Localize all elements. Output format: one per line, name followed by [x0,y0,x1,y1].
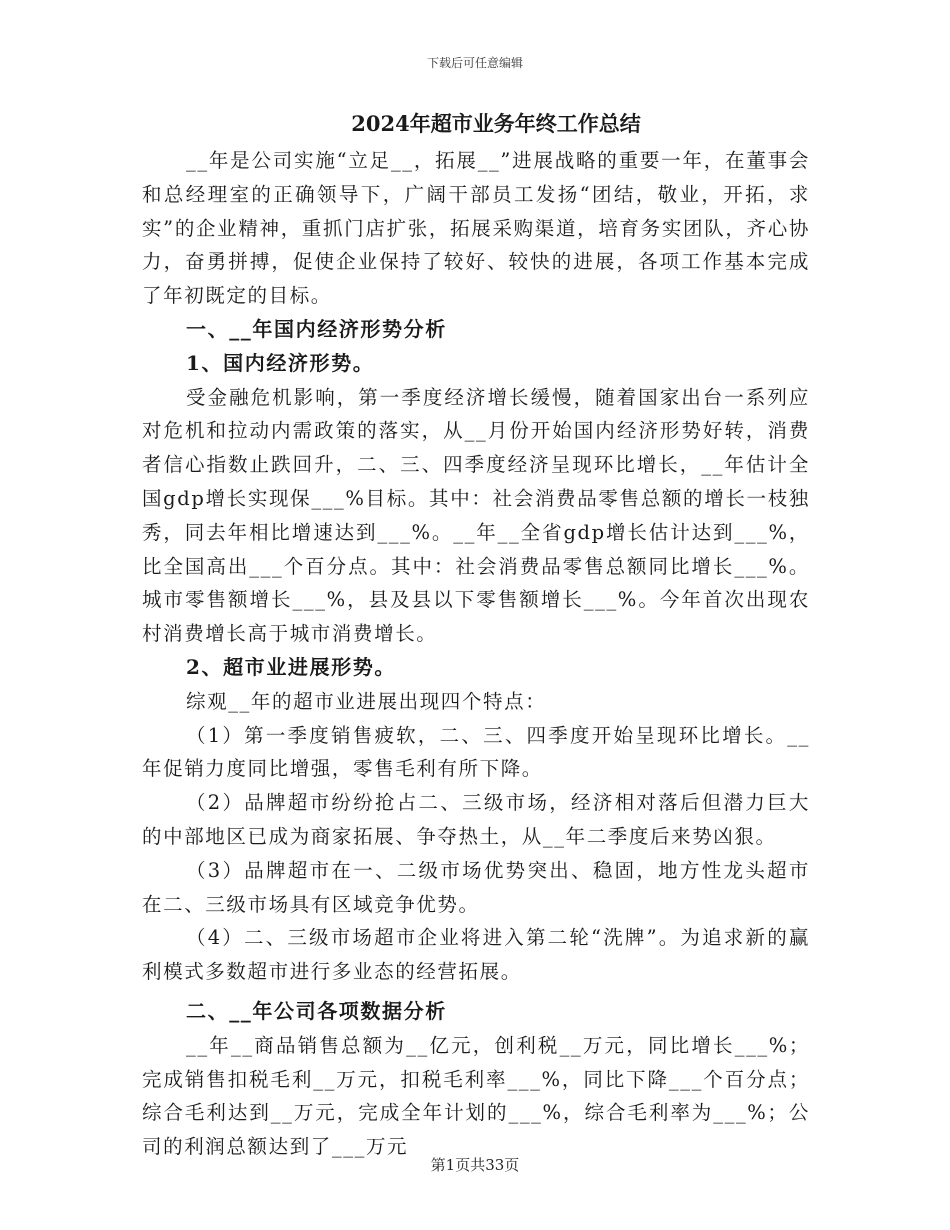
subsection-2-intro: 综观__年的超市业进展出现四个特点： [186,689,547,713]
section-1-heading: 一、__年国内经济形势分析 [186,316,447,341]
feature-point-1: （1）第一季度销售疲软，二、三、四季度开始呈现环比增长。__年促销力度同比增强，零售毛利有所下降。 [142,723,810,781]
subsection-1-heading: 1、国内经济形势。 [186,350,375,375]
feature-point-2: （2）品牌超市纷纷抢占二、三级市场，经济相对落后但潜力巨大的中部地区已成为商家拓展、争夺热土，从__年二季度后来势凶狠。 [142,791,810,848]
intro-paragraph: __年是公司实施“立足__，拓展__”进展战略的重要一年，在董事会和总经理室的正确领导下，广阔干部员工发扬“团结，敬业，开拓，求实”的企业精神，重抓门店扩张，拓展采购渠道，培育务实团队，齐心协力，奋勇拼搏，促使企业保持了较好、较快的进展，各项工作基本完成了年初既定的目标。 [142,149,810,308]
document-body [142,104,810,1164]
feature-point-3: （3）品牌超市在一、二级市场优势突出、稳固，地方性龙头超市在二、三级市场具有区域竞争优势。 [142,858,810,916]
section-2-paragraph: __年__商品销售总额为__亿元，创利税__万元，同比增长___%；完成销售扣税毛利__万元，扣税毛利率___%，同比下降___个百分点；综合毛利达到__万元，完成全年计划的___%，综合毛利率为___%；公司的利润总额达到了___万元 [142,1033,810,1159]
feature-point-4: （4）二、三级市场超市企业将进入第二轮“洗牌”。为追求新的赢利模式多数超市进行多业态的经营拓展。 [142,926,810,984]
page-footer: 第1页共33页 [430,1156,520,1174]
document-title: 2024年超市业务年终工作总结 [351,111,641,136]
page-header: 下载后可任意编辑 [426,56,523,70]
subsection-2-heading: 2、超市业进展形势。 [186,654,396,679]
section-2-heading: 二、__年公司各项数据分析 [186,998,447,1023]
subsection-1-paragraph: 受金融危机影响，第一季度经济增长缓慢，随着国家出台一系列应对危机和拉动内需政策的落实，从__月份开始国内经济形势好转，消费者信心指数止跌回升，二、三、四季度经济呈现环比增长，__年估计全国gdp增长实现保___%目标。其中：社会消费品零售总额的增长一枝独秀，同去年相比增速达到___%。__年__全省gdp增长估计达到___%，比全国高出___个百分点。其中：社会消费品零售总额同比增长___%。城市零售额增长___%，县及县以下零售额增长___%。今年首次出现农村消费增长高于城市消费增长。 [142,385,810,646]
